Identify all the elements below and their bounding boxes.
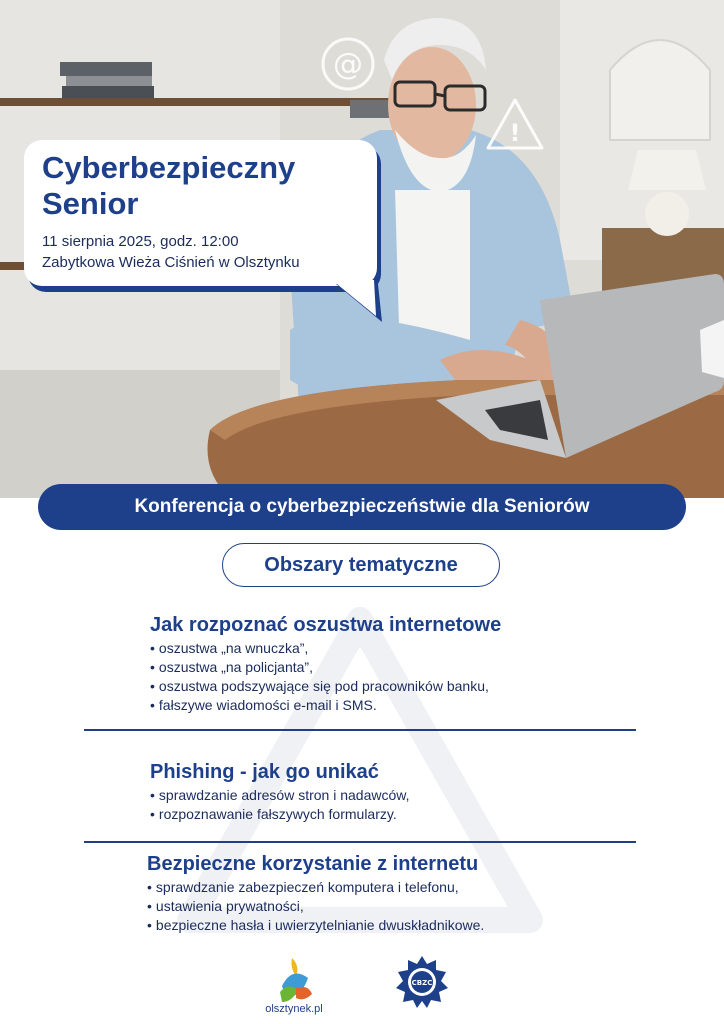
list-item: • bezpieczne hasła i uwierzytelnianie dwuskładnikowe. (147, 916, 667, 935)
topic-section-safe-internet (147, 852, 667, 935)
list-item: • fałszywe wiadomości e-mail i SMS. (150, 696, 670, 715)
divider (84, 841, 636, 843)
list-item: • ustawienia prywatności, (147, 897, 667, 916)
list-item: • sprawdzanie adresów stron i nadawców, (150, 786, 670, 805)
topic-heading: Phishing - jak go unikać (150, 761, 379, 783)
topic-section-scams (150, 613, 670, 715)
list-item: • oszustwa „na wnuczka”, (150, 639, 670, 658)
event-title: Cyberbezpieczny Senior (42, 150, 296, 221)
svg-text:@: @ (333, 47, 363, 82)
divider (84, 729, 636, 731)
topic-heading: Jak rozpoznać oszustwa internetowe (150, 614, 502, 636)
topics-heading: Obszary tematyczne (222, 543, 500, 587)
bubble-tail (330, 280, 390, 340)
topic-list (147, 878, 667, 935)
list-item: • oszustwa podszywające się pod pracowników banku, (150, 677, 670, 696)
list-item: • oszustwa „na policjanta”, (150, 658, 670, 677)
conference-banner: Konferencja o cyberbezpieczeństwie dla Seniorów (38, 484, 686, 530)
olsztynek-logo-text: olsztynek.pl (265, 1003, 323, 1015)
at-sign-icon (320, 36, 376, 92)
event-date: 11 sierpnia 2025, godz. 12:00 (42, 233, 239, 250)
topic-heading: Bezpieczne korzystanie z internetu (147, 853, 479, 875)
list-item: • rozpoznawanie fałszywych formularzy. (150, 805, 670, 824)
topic-section-phishing (150, 760, 670, 824)
topic-list (150, 786, 670, 824)
event-location: Zabytkowa Wieża Ciśnień w Olsztynku (42, 254, 300, 271)
svg-text:!: ! (509, 119, 521, 147)
cbzc-logo (394, 954, 450, 1010)
hero-photo (0, 0, 724, 498)
topic-list (150, 639, 670, 715)
list-item: • sprawdzanie zabezpieczeń komputera i telefonu, (147, 878, 667, 897)
warning-icon (484, 96, 546, 152)
svg-text:CBZC: CBZC (411, 979, 433, 987)
